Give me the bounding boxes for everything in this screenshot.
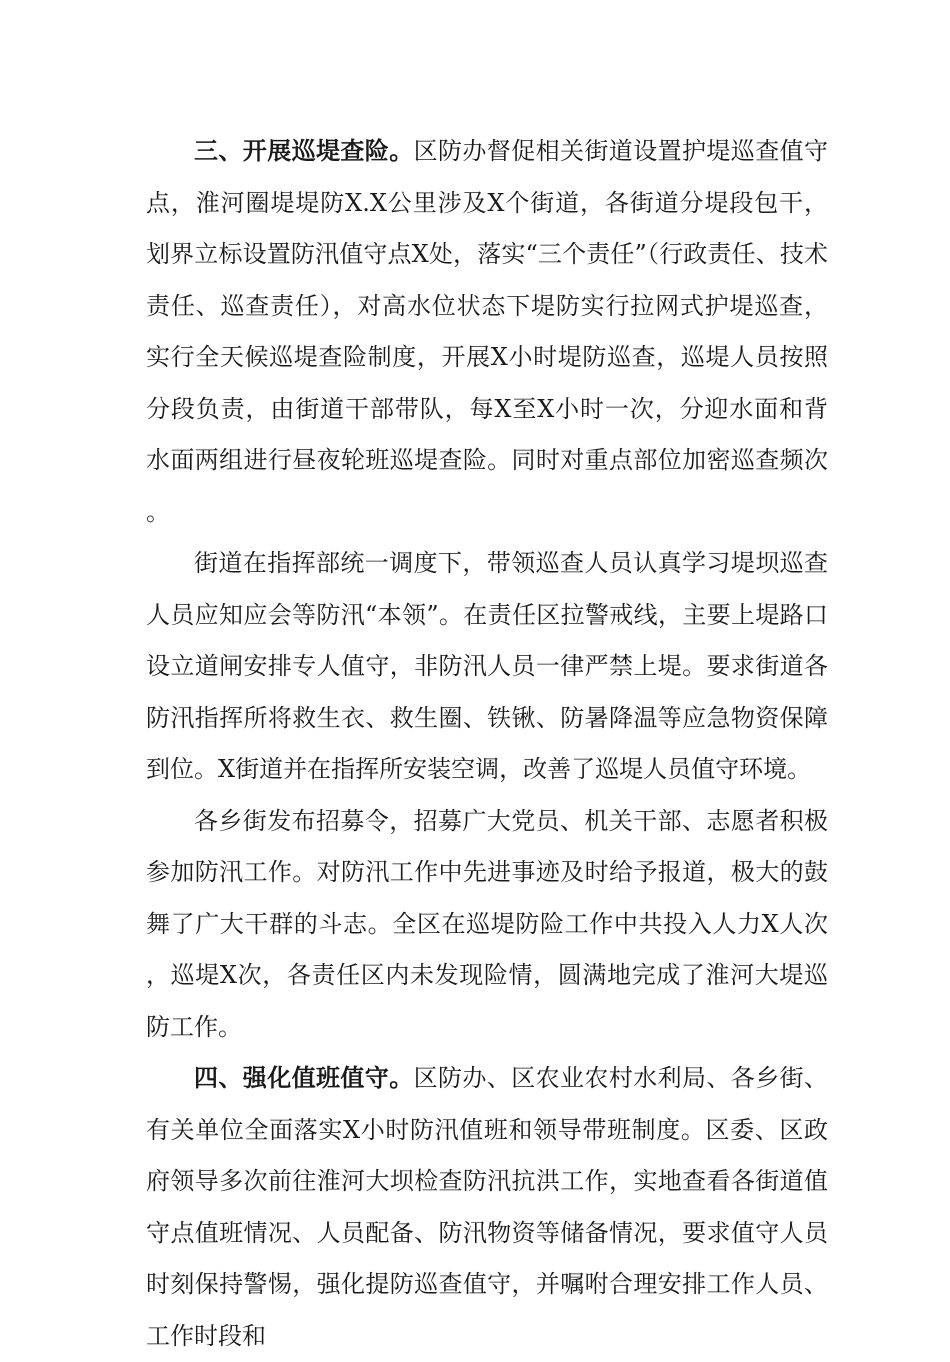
paragraph-street-command	[146, 538, 828, 796]
paragraph-text: 街道在指挥部统一调度下，带领巡查人员认真学习堤坝巡查人员应知应会等防汛“本领”。在责任区拉警戒线，主要上堤路口设立道闸安排专人值守，非防汛人员一律严禁上堤。要求街道各防汛指挥所将救生衣、救生圈、铁锹、防暑降温等应急物资保障到位。X街道并在指挥所安装空调，改善了巡堤人员值守环境。	[146, 549, 828, 783]
section-heading-patrol: 三、开展巡堤查险。	[194, 137, 414, 165]
paragraph-text: 各乡街发布招募令，招募广大党员、机关干部、志愿者积极参加防汛工作。对防汛工作中先进事迹及时给予报道，极大的鼓舞了广大干群的斗志。全区在巡堤防险工作中共投入人力X人次，巡堤X次，各责任区内未发现险情，圆满地完成了淮河大堤巡防工作。	[146, 806, 828, 1041]
paragraph-recruitment	[146, 796, 828, 1054]
document-body	[146, 126, 828, 1362]
paragraph-text: 区防办、区农业农村水利局、各乡街、有关单位全面落实X小时防汛值班和领导带班制度。区委、区政府领导多次前往淮河大坝检查防汛抗洪工作，实地查看各街道值守点值班情况、人员配备、防汛物资等储备情况，要求值守人员时刻保持警惕，强化提防巡查值守，并嘱咐合理安排工作人员、工作时段和	[146, 1064, 829, 1350]
paragraph-text: 区防办督促相关街道设置护堤巡查值守点，淮河圈堤堤防X.X公里涉及X个街道，各街道分堤段包干，划界立标设置防汛值守点X处，落实“三个责任”（行政责任、技术责任、巡查责任），对高水位状态下堤防实行拉网式护堤巡查，实行全天候巡堤查险制度，开展X小时堤防巡查，巡堤人员按照分段负责，由街道干部带队，每X至X小时一次，分迎水面和背水面两组进行昼夜轮班巡堤查险。同时对重点部位加密巡查频次。	[146, 137, 829, 526]
section-heading-duty: 四、强化值班值守。	[194, 1064, 414, 1092]
paragraph-duty	[146, 1053, 828, 1362]
paragraph-patrol	[146, 126, 828, 538]
